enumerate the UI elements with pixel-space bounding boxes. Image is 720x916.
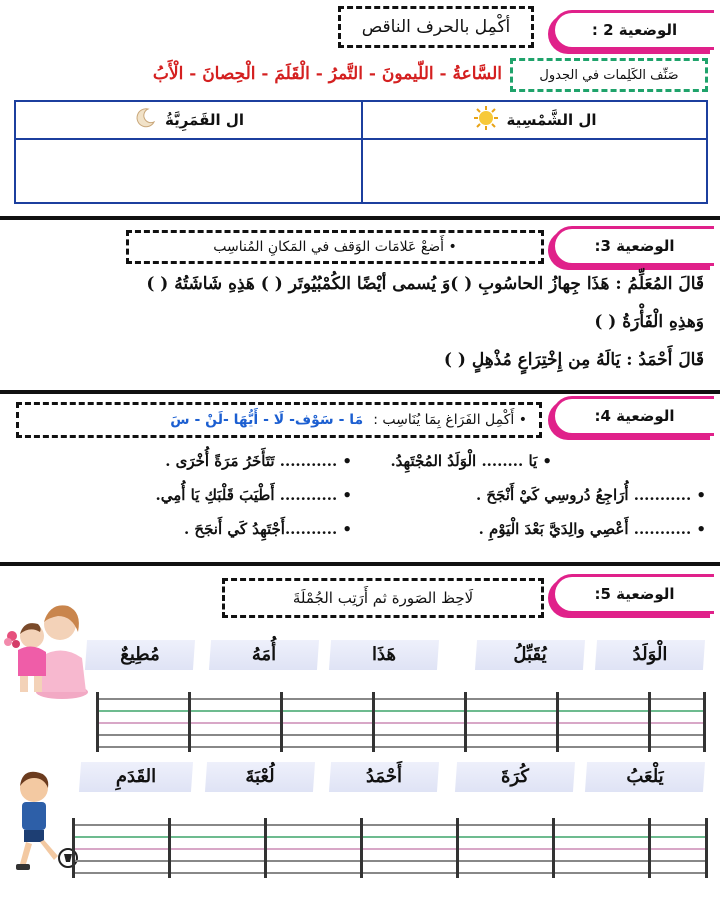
divider-1 (0, 216, 720, 220)
word-text: القَدَمِ (115, 765, 157, 787)
section-4-item-4: • ........... تَتَأَخَرُ مَرَةً أُخْرَى . (165, 452, 352, 470)
section-4-instruction: • أَكْمِل الفَرَاغ بِمَا يُنَاسِب : (373, 412, 527, 428)
word-text: أَحْمَدُ (366, 765, 402, 787)
section-3-line-1: قَالَ المُعَلِّمُ : هَذَا جِهازُ الحاسُوبِ ( )وَ يُسمى أيْضًا الكُمْبُيُوتَر ( ) هَذِهِ شَاشَتُهُ ( ) (146, 274, 704, 294)
column-moon-letters (16, 102, 361, 138)
section-3-line-3: قَالَ أَحْمَدُ : يَالَهُ مِن إِخْتِرَاعٍ مُذْهِلٍ ( ) (443, 350, 704, 370)
section-4-choices: مَا - سَوْف- لَا - أَيُّهَا -لَنْ - سَ (170, 412, 364, 428)
word-text: يَلْعَبُ (626, 765, 664, 787)
section-4-item-1: • يَا ........ الْوَلَدُ المُجْتَهِدُ. (390, 452, 552, 470)
column-moon-label: ال القَمَرِيَّةُ (164, 111, 245, 129)
word-card[interactable] (456, 756, 574, 796)
divider-3 (0, 562, 720, 566)
word-text: هَذَا (372, 643, 396, 665)
boy-football-illustration (4, 766, 80, 874)
sun-icon (473, 105, 499, 135)
section-4-instruction-box (16, 402, 542, 438)
section-2-tab: الوضعية 2 : (552, 10, 714, 50)
word-text: كُرَةَ (501, 765, 529, 787)
section-3-instruction: • أَضعْ عَلامَات الوَقف في المَكانِ المُناسِب (126, 230, 544, 264)
section-4-item-3: • ........... أَعْصِي والِدَيَّ بَعْدَ الْيَوْمِ . (478, 520, 706, 538)
word-card[interactable] (210, 634, 318, 674)
section-4-item-2: • ........... أُرَاجِعُ دُروسِي كَيْ أَنْجَحَ . (475, 486, 706, 504)
word-text: لُعْبَةَ (245, 765, 275, 787)
word-card[interactable] (206, 756, 314, 796)
section-3-tab: الوضعية 3: (552, 226, 714, 266)
mother-child-illustration (2, 596, 90, 700)
moon-icon (133, 106, 157, 134)
section-4-item-6: • ..........أَجْتَهِدُ كَي أَنجَحَ . (183, 520, 352, 538)
section-2-word-list: السَّاعةُ - اللّيمونَ - التَّمرُ - الْقَلَمَ - الْحِصانَ - الْأَبُ (152, 64, 502, 84)
section-4-tab: الوضعية 4: (552, 396, 714, 436)
word-card[interactable] (86, 634, 194, 674)
section-2-sub-instruction: صَنِّف الكَلِمات في الجدول (510, 58, 708, 92)
word-text: الْوَلَدُ (632, 643, 668, 665)
word-card[interactable] (330, 634, 438, 674)
classification-table (14, 100, 708, 204)
section-4-item-5: • ........... أَطْيَبَ قَلْبَكِ يَا أُمِي. (155, 486, 352, 504)
section-5-instruction: لَاحِظ الصَورة ثم أَرَتِب الجُمْلَةَ (222, 578, 544, 618)
word-card[interactable] (476, 634, 584, 674)
section-3-line-2: وَهذِهِ الْفَأْرَةُ ( ) (594, 312, 704, 332)
divider-2 (0, 390, 720, 394)
section-2-instruction: أكْمِل بالحرف الناقص (338, 6, 534, 48)
word-text: أُمَهُ (251, 643, 277, 665)
section-5-tab: الوضعية 5: (552, 574, 714, 614)
word-card[interactable] (586, 756, 704, 796)
word-card[interactable] (330, 756, 438, 796)
writing-lines-1[interactable] (96, 692, 706, 752)
word-card[interactable] (80, 756, 192, 796)
writing-lines-2[interactable] (72, 818, 708, 878)
column-sun-letters (363, 102, 706, 138)
word-text: يُقَبِّلُ (513, 643, 547, 665)
word-text: مُطِيعٌ (120, 643, 160, 665)
word-card[interactable] (596, 634, 704, 674)
column-sun-label: ال الشَّمْسِية (506, 111, 597, 129)
